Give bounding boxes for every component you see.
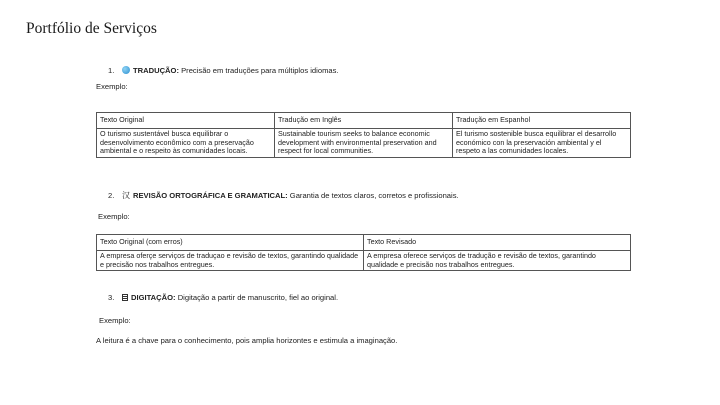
page-title: Portfólio de Serviços bbox=[26, 20, 157, 37]
example-label: Exemplo: bbox=[98, 212, 130, 221]
table-header-row bbox=[97, 113, 631, 129]
service-number: 2. bbox=[108, 191, 115, 200]
translation-table bbox=[96, 112, 631, 158]
example-label: Exemplo: bbox=[96, 82, 128, 91]
service-description: Precisão em traduções para múltiplos idiomas. bbox=[178, 66, 339, 75]
example-label: Exemplo: bbox=[99, 316, 131, 325]
table-header-cell: Tradução em Espanhol bbox=[453, 113, 631, 129]
table-cell: El turismo sostenible busca equilibrar el desarrollo económico con la preservación ambiental y el respeto a las comunidades locales. bbox=[453, 129, 631, 158]
service-description: Digitação a partir de manuscrito, fiel ao original. bbox=[175, 293, 339, 302]
table-cell: A empresa oferçe serviços de traduçao e revisão de textos, garantindo qualidade e precisão nos trabalhos entregues. bbox=[97, 251, 364, 271]
service-number: 3. bbox=[108, 293, 115, 302]
table-cell: O turismo sustentável busca equilibrar o desenvolvimento econômico com a preservação ambiental e o respeito às comunidades locais. bbox=[97, 129, 275, 158]
table-row bbox=[97, 129, 631, 158]
example-text: A leitura é a chave para o conhecimento, pois amplia horizontes e estimula a imaginação. bbox=[96, 336, 398, 345]
table-header-cell: Texto Original bbox=[97, 113, 275, 129]
proofreading-table bbox=[96, 234, 631, 271]
globe-icon bbox=[122, 66, 130, 74]
service-name: REVISÃO ORTOGRÁFICA E GRAMATICAL: bbox=[133, 191, 288, 200]
service-typing bbox=[108, 293, 338, 302]
service-description: Garantia de textos claros, corretos e profissionais. bbox=[287, 191, 459, 200]
service-name: TRADUÇÃO: bbox=[133, 66, 179, 75]
service-translation bbox=[108, 66, 339, 75]
table-cell: A empresa oferece serviços de tradução e revisão de textos, garantindo qualidade e precisão nos trabalhos entregues. bbox=[364, 251, 631, 271]
table-header-cell: Tradução em Inglês bbox=[275, 113, 453, 129]
table-header-row bbox=[97, 235, 631, 251]
service-proofreading bbox=[108, 191, 459, 201]
service-name: DIGITAÇÃO: bbox=[131, 293, 176, 302]
table-row bbox=[97, 251, 631, 271]
service-number: 1. bbox=[108, 66, 115, 75]
document-icon bbox=[122, 294, 128, 301]
table-cell: Sustainable tourism seeks to balance economic development with environmental preservation and respect for local communities. bbox=[275, 129, 453, 158]
translate-icon: 汉 bbox=[122, 191, 130, 200]
table-header-cell: Texto Revisado bbox=[364, 235, 631, 251]
table-header-cell: Texto Original (com erros) bbox=[97, 235, 364, 251]
